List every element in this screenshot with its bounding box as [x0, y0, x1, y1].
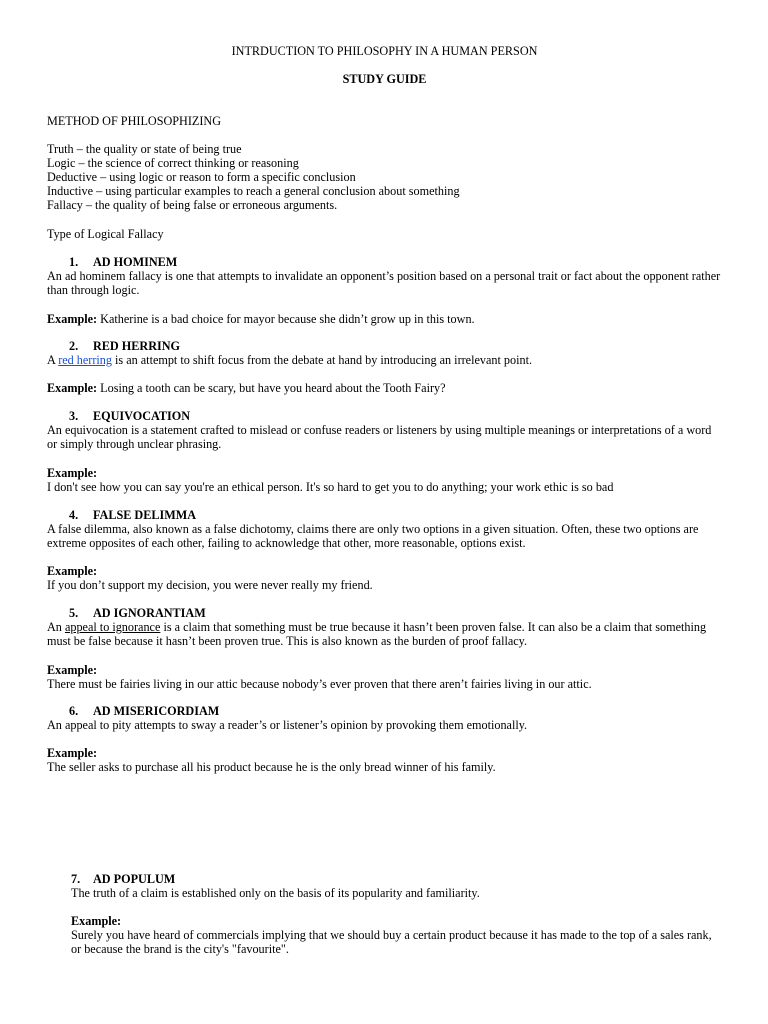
example-text: Katherine is a bad choice for mayor because she didn’t grow up in this town. [100, 312, 475, 326]
fallacy-heading-ad-hominem [47, 255, 722, 269]
fallacy-description: A false dilemma, also known as a false dichotomy, claims there are only two options in a given situation. Often, these two options are extreme opposites of each other, failing to acknowledge that other, more reasonable, options exist. [47, 522, 699, 550]
definition-fallacy: Fallacy – the quality of being false or erroneous arguments. [47, 198, 338, 212]
example-text: There must be fairies living in our attic because nobody’s ever proven that there aren’t fairies living in our attic. [47, 677, 592, 691]
fallacy-number: 6. [69, 704, 79, 718]
fallacy-name: AD MISERICORDIAM [93, 704, 220, 718]
definition-truth: Truth – the quality or state of being true [47, 142, 242, 156]
fallacy-number: 2. [69, 339, 79, 353]
fallacy-heading-ad-misericordiam [47, 704, 722, 718]
fallacy-example [47, 381, 722, 395]
example-label: Example: [47, 564, 98, 578]
fallacy-number: 5. [69, 606, 79, 620]
fallacy-description: The truth of a claim is established only on the basis of its popularity and familiarity. [71, 886, 480, 900]
definition-logic: Logic – the science of correct thinking or reasoning [47, 156, 299, 170]
fallacy-number: 3. [69, 409, 79, 423]
fallacy-number: 4. [69, 508, 79, 522]
definition-deductive: Deductive – using logic or reason to form a specific conclusion [47, 170, 356, 184]
example-text: Surely you have heard of commercials implying that we should buy a certain product because it has made to the top of a sales rank, or because the brand is the city's "favourite". [71, 928, 712, 956]
fallacy-description: An ad hominem fallacy is one that attempts to invalidate an opponent’s position based on a personal trait or fact about the opponent rather than through logic. [47, 269, 721, 297]
fallacy-heading-equivocation [47, 409, 722, 423]
fallacy-name: RED HERRING [93, 339, 181, 353]
appeal-to-ignorance-link[interactable]: appeal to ignorance [64, 620, 161, 634]
fallacy-number: 1. [69, 255, 79, 269]
example-label: Example: [71, 914, 122, 928]
example-label: Example: [47, 663, 98, 677]
fallacy-name: FALSE DELIMMA [93, 508, 197, 522]
example-label: Example: [47, 312, 98, 326]
document-subtitle: STUDY GUIDE [342, 72, 427, 86]
fallacy-description: An appeal to ignorance is a claim that something must be true because it hasn’t been proven false. It can also be a claim that something must be false because it hasn’t been proven true. This is also known as the burden of proof fallacy. [47, 620, 707, 648]
fallacy-heading-false-delimma [47, 508, 722, 522]
definition-inductive: Inductive – using particular examples to reach a general conclusion about something [47, 184, 460, 198]
example-text: Losing a tooth can be scary, but have you heard about the Tooth Fairy? [100, 381, 446, 395]
fallacy-description: An appeal to pity attempts to sway a reader’s or listener’s opinion by provoking them emotionally. [47, 718, 528, 732]
fallacy-heading-ad-ignorantiam [47, 606, 722, 620]
fallacy-heading-red-herring [47, 339, 722, 353]
fallacy-types-heading: Type of Logical Fallacy [47, 227, 164, 241]
example-label: Example: [47, 746, 98, 760]
example-text: The seller asks to purchase all his product because he is the only bread winner of his family. [47, 760, 496, 774]
example-label: Example: [47, 381, 98, 395]
fallacy-example [47, 312, 722, 326]
fallacy-description: An equivocation is a statement crafted to mislead or confuse readers or listeners by using multiple meanings or interpretations of a word or simply through unclear phrasing. [47, 423, 712, 451]
fallacy-name: AD HOMINEM [93, 255, 178, 269]
fallacy-name: AD IGNORANTIAM [93, 606, 206, 620]
definitions-list [47, 142, 722, 212]
fallacy-name: AD POPULUM [93, 872, 176, 886]
document-title: INTRDUCTION TO PHILOSOPHY IN A HUMAN PERSON [231, 44, 538, 58]
example-text: If you don’t support my decision, you were never really my friend. [47, 578, 373, 592]
method-heading: METHOD OF PHILOSOPHIZING [47, 114, 222, 128]
fallacy-heading-ad-populum [47, 872, 722, 886]
fallacy-description: A red herring is an attempt to shift focus from the debate at hand by introducing an irrelevant point. [47, 353, 533, 367]
example-text: I don't see how you can say you're an ethical person. It's so hard to get you to do anything; your work ethic is so bad [47, 480, 614, 494]
red-herring-link[interactable]: red herring [58, 353, 112, 367]
example-label: Example: [47, 466, 98, 480]
fallacy-name: EQUIVOCATION [93, 409, 191, 423]
fallacy-number: 7. [71, 872, 81, 886]
